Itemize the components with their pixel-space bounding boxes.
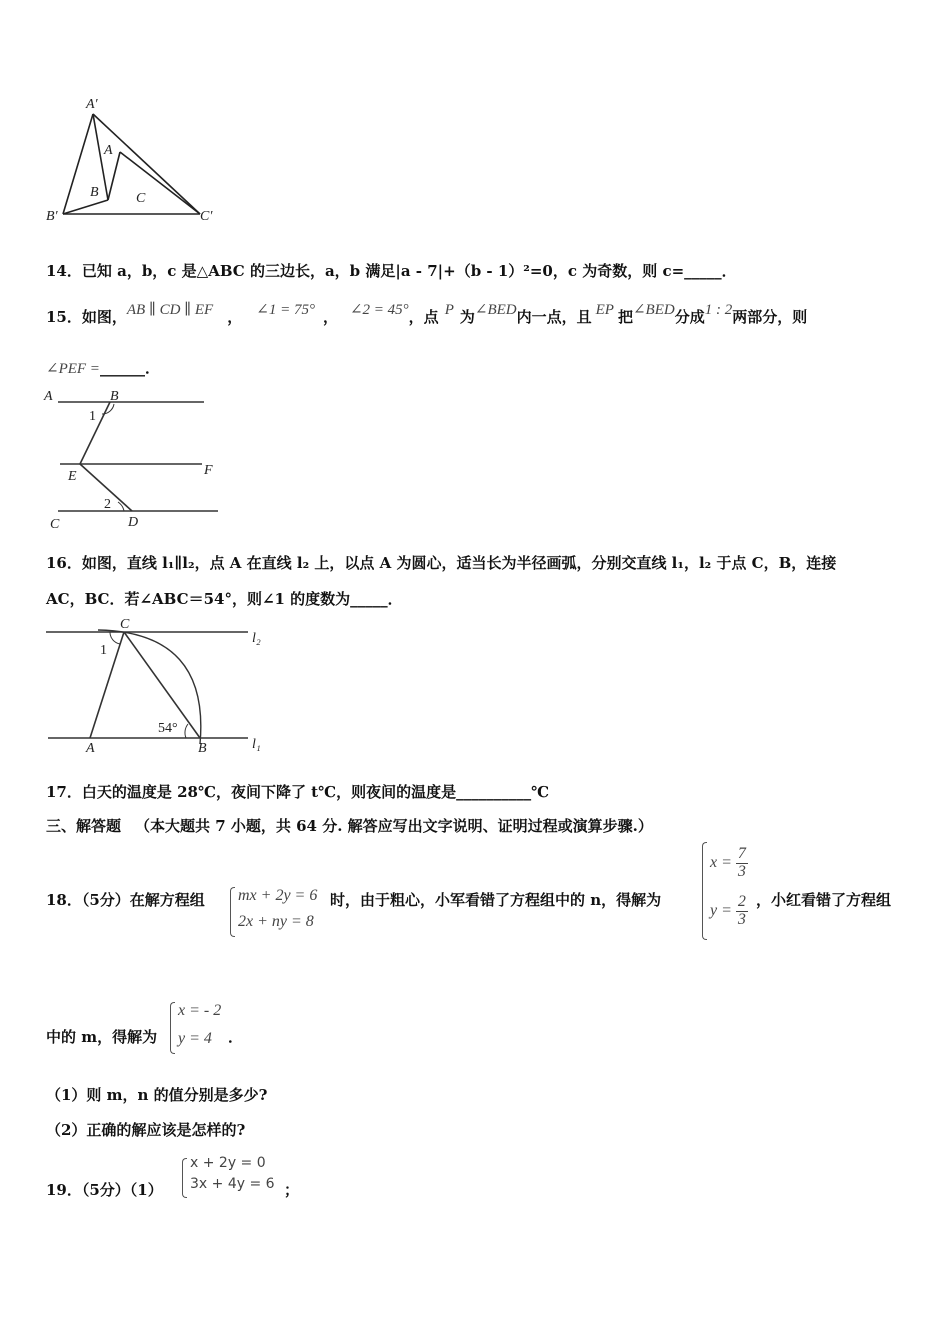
- solution2-y: y = 4: [178, 1030, 212, 1047]
- question-18-line1: 18．（5分）在解方程组: [46, 891, 205, 909]
- solution-y: y = $\frac{2}{3}$: [710, 893, 746, 928]
- question-18-line2: 中的 m，得解为: [46, 1028, 158, 1046]
- label-a: A: [86, 741, 95, 756]
- label-d: D: [128, 515, 139, 530]
- question-18-part2: （2）正确的解应该是怎样的?: [46, 1121, 246, 1139]
- parallel-lines-figure: [40, 384, 240, 534]
- question-19-end: ；: [284, 1181, 300, 1199]
- question-15-line2: ∠PEF =______．: [46, 359, 160, 377]
- equation-2: 2x + ny = 8: [238, 913, 314, 930]
- label-f: F: [204, 463, 213, 478]
- brace: [182, 1158, 187, 1198]
- label-b: B: [198, 741, 207, 756]
- brace: [170, 1002, 175, 1054]
- equation-1: x + 2y = 0: [190, 1155, 266, 1171]
- question-18-text2: ，小红看错了方程组: [756, 891, 892, 909]
- equation-1: mx + 2y = 6: [238, 887, 318, 904]
- equation-2: 3x + 4y = 6: [190, 1176, 275, 1192]
- question-16-line1: 16．如图，直线 l₁∥l₂，点 A 在直线 l₂ 上，以点 A 为圆心，适当长为半径画弧，分别交直线 l₁，l₂ 于点 C，B，连接: [46, 554, 837, 572]
- label-a: A: [104, 143, 113, 158]
- brace: [230, 887, 235, 937]
- question-18-part1: （1）则 m，n 的值分别是多少?: [46, 1086, 268, 1104]
- arc-lines-figure: [40, 612, 280, 762]
- label-b-prime: B′: [46, 209, 58, 224]
- label-c: C: [120, 617, 130, 632]
- label-1: 1: [89, 409, 96, 424]
- label-a: A: [44, 389, 53, 404]
- question-19: 19．（5分）（1）: [46, 1181, 163, 1199]
- label-e: E: [68, 469, 77, 484]
- brace: [702, 842, 707, 940]
- label-c-prime: C′: [200, 209, 213, 224]
- label-l2: l₂: [252, 631, 261, 646]
- label-54-degrees: 54°: [158, 721, 178, 736]
- solution2-x: x = - 2: [178, 1002, 222, 1019]
- question-18-period: ．: [228, 1028, 244, 1046]
- question-17: 17．白天的温度是 28℃，夜间下降了 t℃，则夜间的温度是__________℃: [46, 783, 550, 801]
- label-2: 2: [104, 497, 111, 512]
- label-b: B: [110, 389, 119, 404]
- label-c: C: [50, 517, 60, 532]
- section-3-header: 三、解答题 （本大题共 7 小题，共 64 分. 解答应写出文字说明、证明过程或演算步骤.）: [46, 817, 653, 835]
- label-c: C: [136, 191, 146, 206]
- label-l1: l₁: [252, 737, 261, 752]
- question-15-line1: 15．如图，AB ∥ CD ∥ EF ， ∠1 = 75° ， ∠2 = 45°，点 P 为∠BED内一点，且 EP 把∠BED分成1 : 2两部分，则: [46, 302, 808, 326]
- question-18-text: 时，由于粗心，小军看错了方程组中的 n，得解为: [330, 891, 662, 909]
- question-16-line2: AC，BC．若∠ABC＝54°，则∠1 的度数为_____．: [46, 590, 403, 608]
- question-14: 14．已知 a，b，c 是△ABC 的三边长，a，b 满足|a - 7|+（b - 1）²=0，c 为奇数，则 c=_____．: [46, 262, 737, 280]
- label-1: 1: [100, 643, 107, 658]
- label-b: B: [90, 185, 99, 200]
- triangle-figure: [40, 90, 240, 230]
- solution-x: x = $\frac{7}{3}$: [710, 845, 746, 880]
- label-a-prime: A′: [86, 97, 98, 112]
